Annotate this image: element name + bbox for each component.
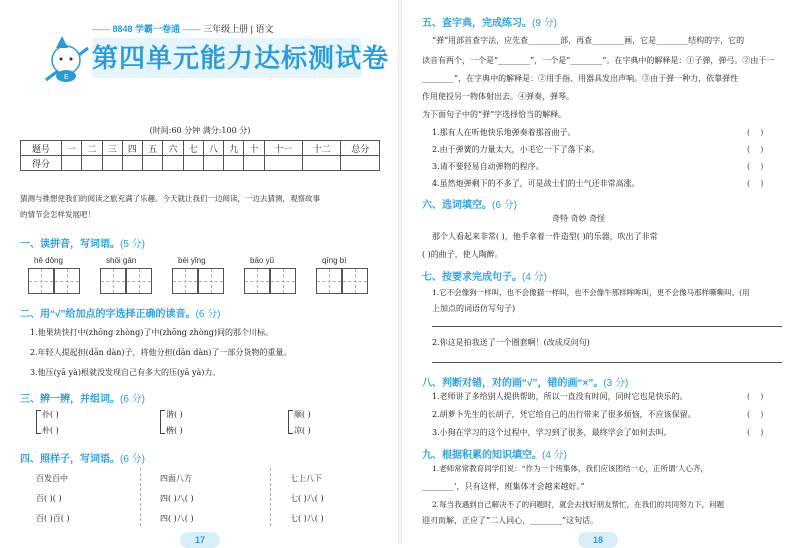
score-input-cell[interactable]	[203, 156, 223, 171]
score-input-cell[interactable]	[341, 156, 380, 171]
page-number-right: 18	[578, 532, 618, 548]
s6-text-1[interactable]: 那个人看起来非常( )，他手拿着一件造型( )的乐器，吹出了非常	[432, 232, 658, 241]
s4-row2-col2[interactable]: 四( )八( )	[160, 514, 194, 523]
writing-box[interactable]	[172, 268, 198, 294]
section-1-points: (5 分)	[120, 239, 145, 250]
score-input-cell[interactable]	[183, 156, 203, 171]
score-input-cell[interactable]	[122, 156, 142, 171]
pinyin-label: hē dǒng	[34, 256, 63, 265]
s4-row1-col1[interactable]: 百( )( )	[36, 494, 62, 503]
s5-text-2: 读音有两个，一个是“________”，一个是“________”。在字典中的解释是：①子弹，弹弓。②由于一	[422, 56, 775, 65]
s5-text-1: “弹”用部首查字法，应先查________部，再查________画，它是________结构的字，它的	[432, 36, 745, 45]
s5-answer-2[interactable]: ( )	[747, 145, 764, 154]
writing-box[interactable]	[126, 268, 152, 294]
score-table-row	[21, 156, 380, 171]
section-4-title	[20, 450, 145, 465]
s6-text-2[interactable]: ( )的曲子，使人陶醉。	[422, 250, 503, 259]
section-6-title	[422, 196, 517, 211]
s2-item-2: 2.年轻人提起担(dān dàn)子，将他分担(dān dàn)了一部分货物的重量。	[30, 348, 292, 357]
s4-row2-col1[interactable]: 百( )百( )	[36, 514, 70, 523]
section-7-label: 七、按要求完成句子。	[422, 272, 522, 283]
cat-mascot-icon	[38, 28, 94, 88]
pinyin-label: bāo yǔ	[250, 256, 275, 265]
s3-group1-b[interactable]: 朴( )	[42, 426, 59, 435]
brace-2	[160, 410, 165, 434]
page-number-left: 17	[180, 532, 220, 548]
score-table-header	[21, 141, 380, 156]
section-6-label: 六、选词填空。	[422, 200, 492, 211]
section-1-label: 一、读拼音，写词语。	[20, 239, 120, 250]
s6-word-bank: 奇特 奇妙 奇怪	[552, 214, 606, 223]
score-header-cell: 五	[143, 141, 163, 156]
s4-example-2: 四面八方	[160, 474, 192, 483]
page-title: 第四单元能力达标测试卷	[92, 43, 390, 73]
s2-item-3: 3.他压(yā yà)根就没发现自己有多大的压(yā yà)力。	[30, 368, 221, 377]
section-3-points: (6 分)	[120, 394, 145, 405]
pinyin-label: bèi yǐng	[178, 256, 206, 265]
score-header-cell: 十	[244, 141, 264, 156]
s8-item-2: 2.胡萝卜先生的长胡子，凭它给自己的出行带来了很多烦恼，不应该保留。	[432, 410, 696, 419]
s4-row1-col3[interactable]: 七( )八( )	[290, 494, 324, 503]
time-info: (时间:60 分钟 满分:100 分)	[149, 126, 251, 135]
score-input-cell[interactable]	[82, 156, 102, 171]
score-header-cell: 十二	[302, 141, 340, 156]
pinyin-label: shōi gān	[106, 256, 137, 265]
s9-item-1: 1.老师常常教育同学们说：“作为一个班集体，我们应该团结一心，正所谓‘人心齐，	[432, 464, 708, 473]
s3-group2-b[interactable]: 楷( )	[166, 426, 183, 435]
s7-answer-line-2[interactable]	[432, 362, 782, 363]
subject-label: 语文	[255, 24, 274, 34]
section-2-points: (6 分)	[195, 309, 221, 320]
s9-item-2: 2.每当我遇到自己解决不了的问题时，就会去找好朋友帮忙，在我们的共同努力下，问题	[432, 500, 725, 509]
score-row-label: 得分	[21, 156, 62, 171]
s4-example-3: 七上八下	[290, 474, 322, 483]
s4-row2-col3[interactable]: 七( )八( )	[290, 514, 324, 523]
score-header-cell: 八	[203, 141, 223, 156]
intro-line-1: 猜测与推想使我们的阅读之旅充满了乐趣。今天就让我们一边阅读，一边去猜测，观察故事	[20, 194, 320, 203]
s5-answer-3[interactable]: ( )	[747, 162, 764, 171]
s5-item-4: 4.虽然炮弹剩下的不多了，可是战士们的士气还非常高涨。	[432, 179, 640, 188]
writing-box[interactable]	[342, 268, 368, 294]
s5-item-3: 3.请不要轻易自动弹物的程序。	[432, 162, 544, 171]
score-input-cell[interactable]	[163, 156, 183, 171]
writing-box[interactable]	[198, 268, 224, 294]
score-header-cell: 七	[183, 141, 203, 156]
writing-box[interactable]	[54, 268, 80, 294]
score-input-cell[interactable]	[302, 156, 340, 171]
s5-answer-4[interactable]: ( )	[747, 179, 764, 188]
score-input-cell[interactable]	[102, 156, 122, 171]
title-banner	[92, 38, 390, 78]
writing-box[interactable]	[244, 268, 270, 294]
s5-text-3: ________”，在字典中的解释是：②用手指、用器具发出声响。③由于弹一种力，依靠弹性	[422, 74, 739, 83]
writing-box[interactable]	[28, 268, 54, 294]
writing-box[interactable]	[100, 268, 126, 294]
svg-text:E: E	[64, 74, 69, 81]
series-header: —— 8848 学霸一卷通 —— 三年级上册 | 语文	[92, 24, 274, 34]
s8-answer-3[interactable]: ( )	[747, 428, 764, 437]
s5-answer-1[interactable]: ( )	[747, 128, 764, 137]
score-header-cell: 题号	[21, 141, 62, 156]
brand-name: 8848 学霸一卷通	[112, 24, 181, 34]
section-6-points: (6 分)	[492, 200, 517, 211]
section-8-label: 八、判断对错，对的画“√”，错的画“×”。	[422, 378, 604, 389]
s3-group2-a[interactable]: 谐( )	[166, 410, 183, 419]
section-9-points: (4 分)	[542, 450, 567, 461]
right-page	[402, 0, 800, 544]
score-header-cell: 二	[82, 141, 102, 156]
score-input-cell[interactable]	[224, 156, 244, 171]
section-3-title	[20, 390, 145, 405]
s3-group3-b[interactable]: 凉( )	[294, 426, 311, 435]
section-7-points: (4 分)	[522, 272, 547, 283]
section-9-label: 九、根据积累的知识填空。	[422, 450, 542, 461]
s5-text-4: 作用使投另一物体射出去。④弹奏，弹琴。	[422, 92, 574, 101]
section-4-label: 四、照样子，写词语。	[20, 454, 120, 465]
s5-text-5: 为下面句子中的“弹”字选择恰当的解释。	[422, 110, 567, 119]
section-2-label: 二、用“√”给加点的字选择正确的读音。	[20, 309, 196, 320]
score-header-cell: 一	[62, 141, 82, 156]
score-header-cell: 三	[102, 141, 122, 156]
pinyin-label: qīng bì	[322, 256, 347, 265]
column-divider-2	[270, 468, 271, 526]
writing-box[interactable]	[270, 268, 296, 294]
s7-item-2: 2.你这是拍我送了一个圈套啊！(改成反问句)	[432, 338, 590, 347]
left-page	[0, 0, 400, 544]
s7-answer-line-1[interactable]	[432, 326, 782, 327]
s8-item-3: 3.小狗在学习的这个过程中，学习到了很多，最终学会了如何去叫。	[432, 428, 672, 437]
score-input-cell[interactable]	[143, 156, 163, 171]
s7-item-1-cont: 上加点的词语仿写句子)	[432, 304, 516, 313]
section-8-title	[422, 374, 628, 389]
s2-item-1: 1.他果块快打中(zhōng zhòng)了中(zhōng zhòng)间的那个川标。	[30, 328, 274, 337]
s5-item-2: 2.由于弹簧的力量太大，小毛它一下了落下来。	[432, 145, 600, 154]
score-header-cell: 十一	[264, 141, 302, 156]
s3-group3-a[interactable]: 顺( )	[294, 410, 311, 419]
section-1-title	[20, 235, 145, 250]
s4-row1-col2[interactable]: 四( )八( )	[160, 494, 194, 503]
grade-label: 三年级上册	[203, 24, 249, 34]
brace-1	[36, 410, 41, 434]
s5-item-1: 1.那有人在听他快乐地弹奏着那首曲子。	[432, 128, 576, 137]
section-4-points: (6 分)	[120, 454, 145, 465]
score-table	[20, 140, 380, 171]
brace-3	[288, 410, 293, 434]
section-3-label: 三、辨一辨，并组词。	[20, 394, 120, 405]
s4-example-1: 百发百中	[36, 474, 68, 483]
s8-answer-1[interactable]: ( )	[747, 392, 764, 401]
score-header-cell: 总分	[341, 141, 380, 156]
s8-item-1: 1.老师讲了多给别人提供帮助，所以一直没有时间，同时它也是快乐的。	[432, 392, 688, 401]
score-input-cell[interactable]	[264, 156, 302, 171]
section-5-label: 五、查字典，完成练习。	[422, 18, 532, 29]
score-header-cell: 四	[122, 141, 142, 156]
writing-box[interactable]	[316, 268, 342, 294]
intro-line-2: 的情节会怎样发展吧！	[20, 210, 95, 219]
section-5-points: (9 分)	[532, 18, 557, 29]
s9-item-2-cont[interactable]: 迎刃而解，正应了“二人同心，________”这句话。	[422, 516, 599, 525]
section-7-title	[422, 268, 547, 283]
section-5-title	[422, 14, 557, 29]
score-input-cell[interactable]	[244, 156, 264, 171]
s8-answer-2[interactable]: ( )	[747, 410, 764, 419]
column-divider-1	[140, 468, 141, 526]
s9-item-1-cont[interactable]: ________’，只有这样，班集体才会越来越好。”	[422, 482, 585, 491]
section-8-points: (3 分)	[603, 378, 629, 389]
s3-group1-a[interactable]: 扑( )	[42, 410, 59, 419]
score-input-cell[interactable]	[62, 156, 82, 171]
score-header-cell: 六	[163, 141, 183, 156]
section-9-title	[422, 446, 567, 461]
score-header-cell: 九	[224, 141, 244, 156]
s7-item-1: 1.它不会像狗一样叫，也不会像猫一样叫，也不会像牛那样哞哞叫，更不会像马那样嘶嘶叫。(用	[432, 288, 750, 297]
section-2-title	[20, 305, 221, 320]
